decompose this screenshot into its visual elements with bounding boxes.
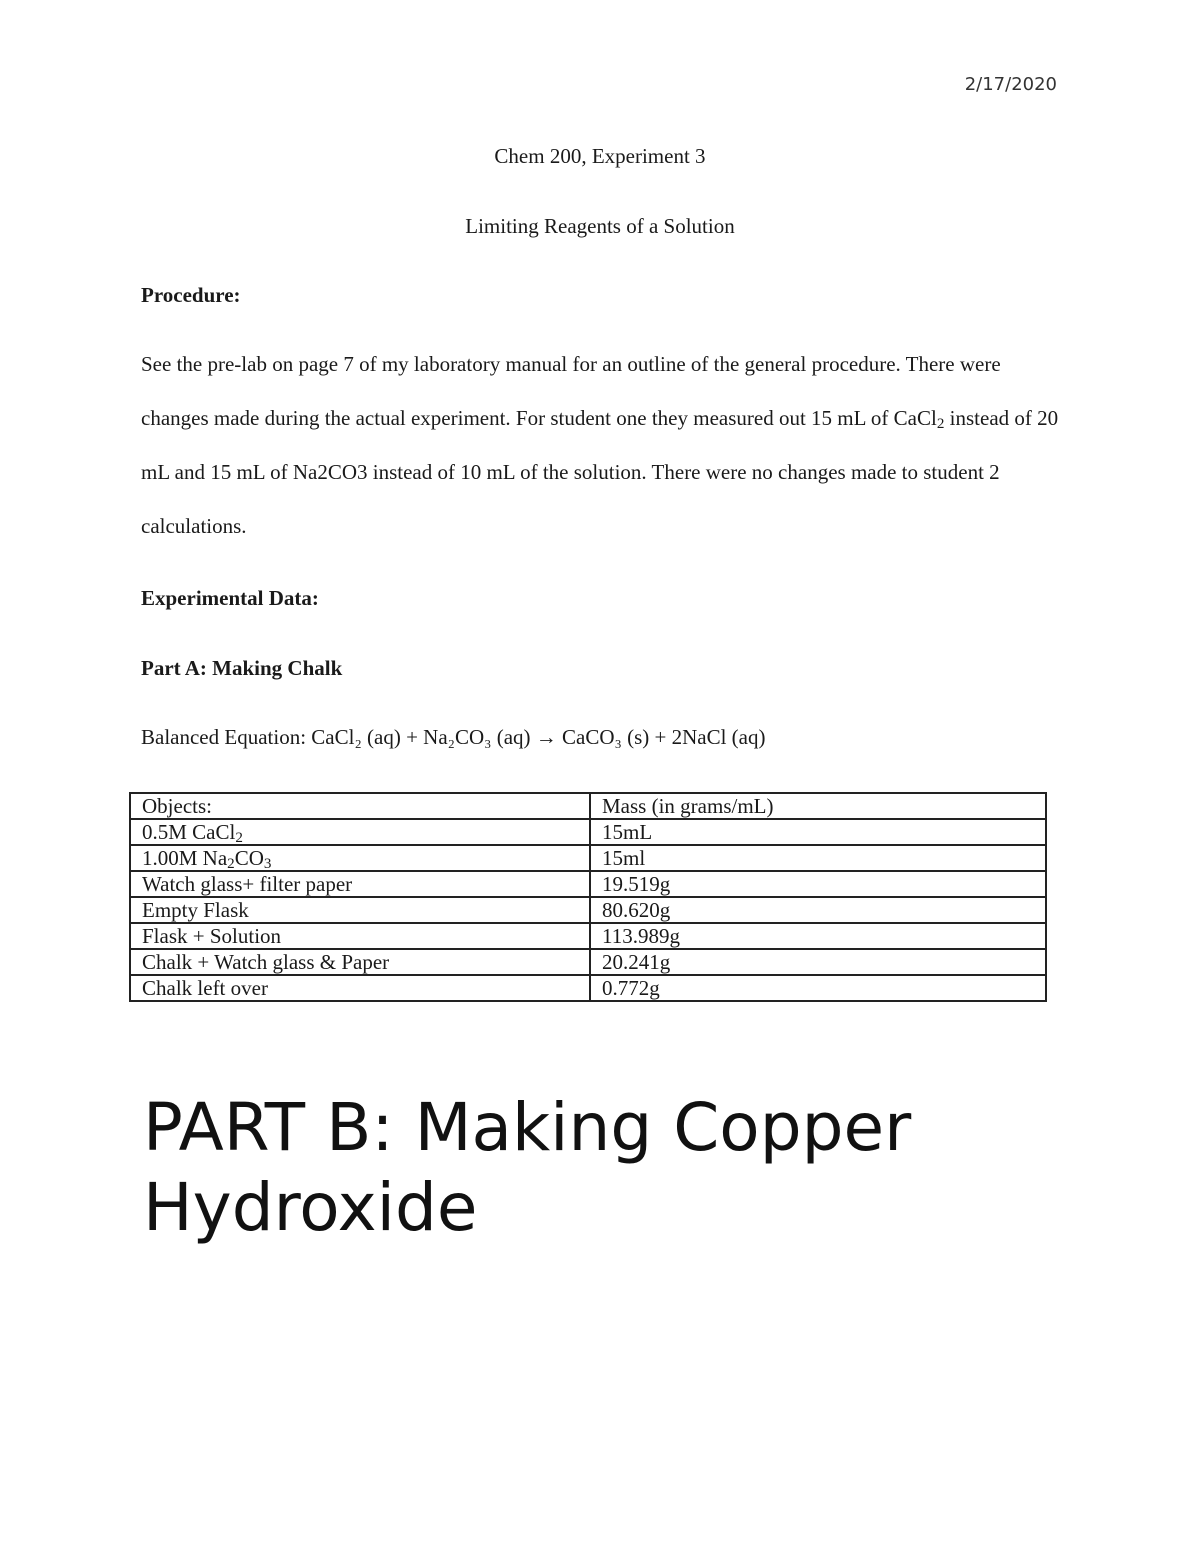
table-row — [130, 975, 1046, 1001]
part-b-heading: PART B: Making Copper Hydroxide — [143, 1089, 912, 1246]
row-object-cell — [130, 845, 590, 871]
procedure-text-part-1: See the pre-lab on page 7 of my laboratory manual for an outline of the general procedure. There were changes made during the actual experiment. For student one they measured out 15 mL of CaCl — [141, 352, 1001, 430]
row-object-text: 0.5M CaCl — [142, 820, 236, 844]
table-row — [130, 949, 1046, 975]
table-row — [130, 819, 1046, 845]
row-mass-cell: 19.519g — [590, 871, 1046, 897]
table-row — [130, 897, 1046, 923]
row-mass-cell: 0.772g — [590, 975, 1046, 1001]
table-row — [130, 845, 1046, 871]
data-table — [129, 792, 1047, 1002]
table-row — [130, 923, 1046, 949]
row-object-cell: Chalk left over — [130, 975, 590, 1001]
row-object-cell — [130, 819, 590, 845]
row-object-text: 1.00M Na — [142, 846, 228, 870]
part-a-heading: Part A: Making Chalk — [141, 656, 343, 680]
row-object-subscript-2: 3 — [263, 856, 272, 873]
balanced-equation: Balanced Equation: CaCl₂ (aq) + Na₂CO₃ (aq) → CaCO₃ (s) + 2NaCl (aq) — [141, 725, 766, 749]
row-mass-cell: 15ml — [590, 845, 1046, 871]
header-objects: Objects: — [130, 793, 590, 819]
document-subtitle: Limiting Reagents of a Solution — [465, 214, 735, 238]
procedure-text-part-2: instead of 20 mL and 15 mL of Na2CO3 instead of 10 mL of the solution. There were no changes made to student 2 calculations. — [141, 406, 1059, 538]
experimental-data-heading: Experimental Data: — [141, 586, 319, 610]
procedure-paragraph — [141, 337, 1066, 553]
page-date: 2/17/2020 — [964, 74, 1057, 95]
row-object-cell: Empty Flask — [130, 897, 590, 923]
table-header-row — [130, 793, 1046, 819]
table-row — [130, 871, 1046, 897]
procedure-subscript: 2 — [936, 416, 945, 433]
row-mass-cell: 80.620g — [590, 897, 1046, 923]
procedure-heading: Procedure: — [141, 283, 241, 307]
row-object-cell: Watch glass+ filter paper — [130, 871, 590, 897]
row-object-cell: Flask + Solution — [130, 923, 590, 949]
row-object-tail: CO — [234, 846, 264, 870]
header-mass: Mass (in grams/mL) — [590, 793, 1046, 819]
row-object-subscript: 2 — [227, 856, 235, 873]
row-object-subscript: 2 — [235, 830, 243, 847]
document-title: Chem 200, Experiment 3 — [494, 144, 706, 168]
row-mass-cell: 15mL — [590, 819, 1046, 845]
row-mass-cell: 113.989g — [590, 923, 1046, 949]
row-mass-cell: 20.241g — [590, 949, 1046, 975]
row-object-cell: Chalk + Watch glass & Paper — [130, 949, 590, 975]
